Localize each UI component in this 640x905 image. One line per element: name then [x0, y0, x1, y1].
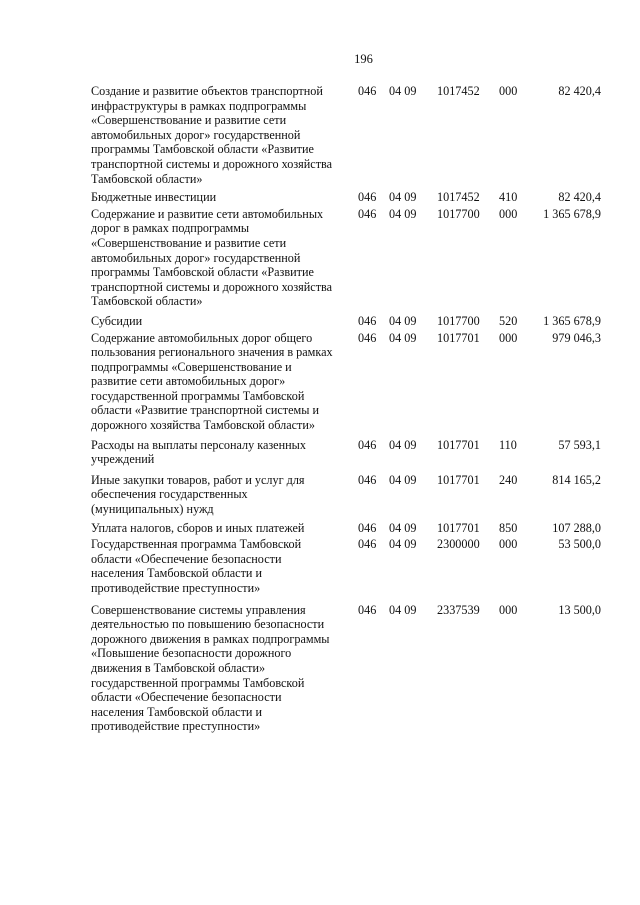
- expense-kind-code: 000: [499, 602, 518, 617]
- expense-kind-code: 850: [499, 520, 518, 535]
- row-description: Создание и развитие объектов транспортной инфраструктуры в рамках подпрограммы «Совершенствование и развитие сети автомобильных дорог» государственной программы Тамбовской области «Развитие транспортной системы и дорожного хозяйства Тамбовской области»: [91, 84, 333, 186]
- table-row: [91, 207, 601, 309]
- expense-kind-code: 410: [499, 190, 518, 205]
- row-description: Иные закупки товаров, работ и услуг для обеспечения государственных (муниципальных) нужд: [91, 472, 305, 517]
- section-code: 04 09: [389, 330, 417, 345]
- target-code: 1017700: [437, 313, 480, 328]
- row-description: Совершенствование системы управления деятельностью по повышению безопасности дорожного движения в рамках подпрограммы «Повышение безопасности дорожного движения в Тамбовской области» государственной программы Тамбовской области «Обеспечение безопасности населения Тамбовской области и противодействие преступности»: [91, 602, 330, 734]
- ministry-code: 046: [358, 537, 377, 552]
- ministry-code: 046: [358, 313, 377, 328]
- section-code: 04 09: [389, 602, 417, 617]
- expense-kind-code: 110: [499, 437, 517, 452]
- expense-kind-code: 000: [499, 330, 518, 345]
- target-code: 1017701: [437, 472, 480, 487]
- row-description: Расходы на выплаты персоналу казенных учреждений: [91, 437, 306, 467]
- target-code: 1017700: [437, 206, 480, 221]
- row-description: Бюджетные инвестиции: [91, 190, 217, 205]
- page-number: 196: [354, 52, 373, 66]
- amount: 1 365 678,9: [543, 206, 601, 221]
- row-description: Государственная программа Тамбовской области «Обеспечение безопасности населения Тамбовской области и противодействие преступности»: [91, 537, 302, 595]
- table-row: [91, 190, 601, 205]
- section-code: 04 09: [389, 313, 417, 328]
- target-code: 1017701: [437, 520, 480, 535]
- target-code: 2337539: [437, 602, 480, 617]
- amount: 1 365 678,9: [543, 313, 601, 328]
- ministry-code: 046: [358, 84, 377, 98]
- expense-kind-code: 240: [499, 472, 518, 487]
- ministry-code: 046: [358, 602, 377, 617]
- section-code: 04 09: [389, 190, 417, 205]
- amount: 53 500,0: [558, 537, 601, 552]
- target-code: 1017452: [437, 190, 480, 205]
- ministry-code: 046: [358, 206, 377, 221]
- section-code: 04 09: [389, 537, 417, 552]
- row-description: Уплата налогов, сборов и иных платежей: [91, 520, 305, 535]
- target-code: 1017452: [437, 84, 480, 98]
- section-code: 04 09: [389, 437, 417, 452]
- amount: 814 165,2: [552, 472, 601, 487]
- table-row: [91, 521, 601, 536]
- section-code: 04 09: [389, 520, 417, 535]
- table-row: [91, 603, 601, 734]
- table-row: [91, 314, 601, 329]
- target-code: 2300000: [437, 537, 480, 552]
- expense-kind-code: 000: [499, 206, 518, 221]
- expense-kind-code: 000: [499, 537, 518, 552]
- row-description: Субсидии: [91, 313, 143, 328]
- section-code: 04 09: [389, 206, 417, 221]
- ministry-code: 046: [358, 437, 377, 452]
- budget-table: [91, 84, 601, 734]
- row-description: Содержание и развитие сети автомобильных дорог в рамках подпрограммы «Совершенствование и развитие сети автомобильных дорог» государственной программы Тамбовской области «Развитие транспортной системы и дорожного хозяйства Тамбовской области»: [91, 206, 333, 309]
- ministry-code: 046: [358, 330, 377, 345]
- amount: 13 500,0: [558, 602, 601, 617]
- table-row: [91, 473, 601, 517]
- amount: 107 288,0: [552, 520, 601, 535]
- table-row: [91, 84, 601, 186]
- amount: 57 593,1: [558, 437, 601, 452]
- row-description: Содержание автомобильных дорог общего пользования регионального значения в рамках подпрограммы «Совершенствование и развитие сети автомобильных дорог» государственной программы Тамбовской области «Развитие транспортной системы и дорожного хозяйства Тамбовской области»: [91, 330, 333, 433]
- expense-kind-code: 000: [499, 84, 518, 98]
- target-code: 1017701: [437, 437, 480, 452]
- target-code: 1017701: [437, 330, 480, 345]
- expense-kind-code: 520: [499, 313, 518, 328]
- amount: 979 046,3: [552, 330, 601, 345]
- table-row: [91, 438, 601, 467]
- table-row: [91, 331, 601, 433]
- ministry-code: 046: [358, 520, 377, 535]
- section-code: 04 09: [389, 472, 417, 487]
- amount: 82 420,4: [558, 190, 601, 205]
- section-code: 04 09: [389, 84, 417, 98]
- amount: 82 420,4: [558, 84, 601, 98]
- ministry-code: 046: [358, 472, 377, 487]
- ministry-code: 046: [358, 190, 377, 205]
- table-row: [91, 537, 601, 595]
